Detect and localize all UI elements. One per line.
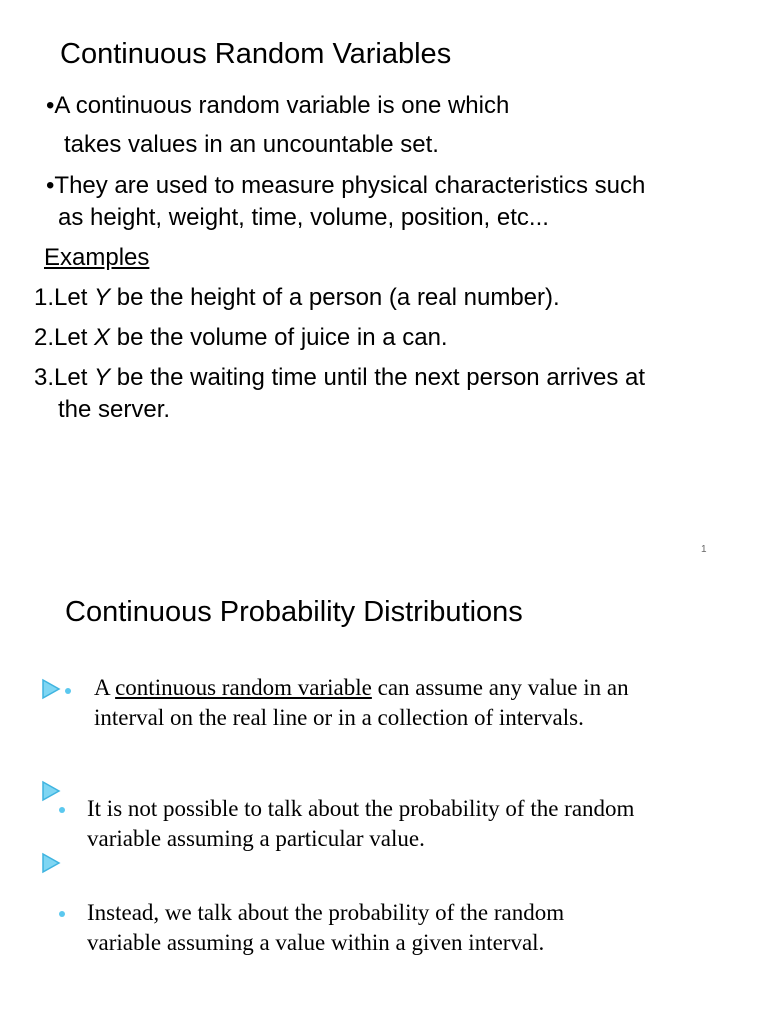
p1-underlined-term: continuous random variable — [115, 675, 372, 700]
page-number: 1 — [701, 544, 707, 555]
p2-line1: It is not possible to talk about the probability of the random — [87, 796, 635, 821]
example-2-prefix: 2.Let — [34, 324, 95, 351]
example-3-prefix: 3.Let — [34, 364, 95, 391]
bullet2-line2: as height, weight, time, volume, position, etc... — [58, 204, 549, 231]
bullet-dot-icon — [65, 688, 71, 694]
p1-line2: interval on the real line or in a collection of intervals. — [94, 705, 584, 730]
example-1-var: Y — [94, 284, 111, 311]
example-3 — [34, 364, 645, 392]
p1-line1 — [94, 675, 629, 701]
bullet2-line1: •They are used to measure physical characteristics such — [46, 172, 646, 199]
slide1-title: Continuous Random Variables — [60, 38, 452, 70]
example-3-suffix: be the waiting time until the next person arrives at — [110, 364, 646, 391]
play-arrow-icon — [41, 852, 61, 874]
example-3-var: Y — [94, 364, 111, 391]
example-2 — [34, 324, 448, 352]
p1-text-b: can assume any value in an — [371, 675, 629, 700]
example-2-var: X — [94, 324, 111, 351]
examples-heading: Examples — [44, 244, 150, 271]
p3-line1: Instead, we talk about the probability of the random — [87, 900, 565, 925]
example-1 — [34, 284, 560, 312]
bullet1-line2: takes values in an uncountable set. — [64, 131, 439, 158]
bullet-dot-icon — [59, 807, 65, 813]
play-arrow-icon — [41, 678, 61, 700]
example-1-suffix: be the height of a person (a real number). — [110, 284, 560, 311]
p3-line2: variable assuming a value within a given interval. — [87, 930, 545, 955]
example-3-line2: the server. — [58, 396, 171, 423]
p2-line2: variable assuming a particular value. — [87, 826, 425, 851]
example-1-prefix: 1.Let — [34, 284, 95, 311]
bullet1-line1: •A continuous random variable is one which — [46, 92, 510, 119]
play-arrow-icon — [41, 780, 61, 802]
p1-text-a: A — [94, 675, 116, 700]
bullet-dot-icon — [59, 911, 65, 917]
slide2-title: Continuous Probability Distributions — [65, 596, 523, 628]
example-2-suffix: be the volume of juice in a can. — [110, 324, 448, 351]
